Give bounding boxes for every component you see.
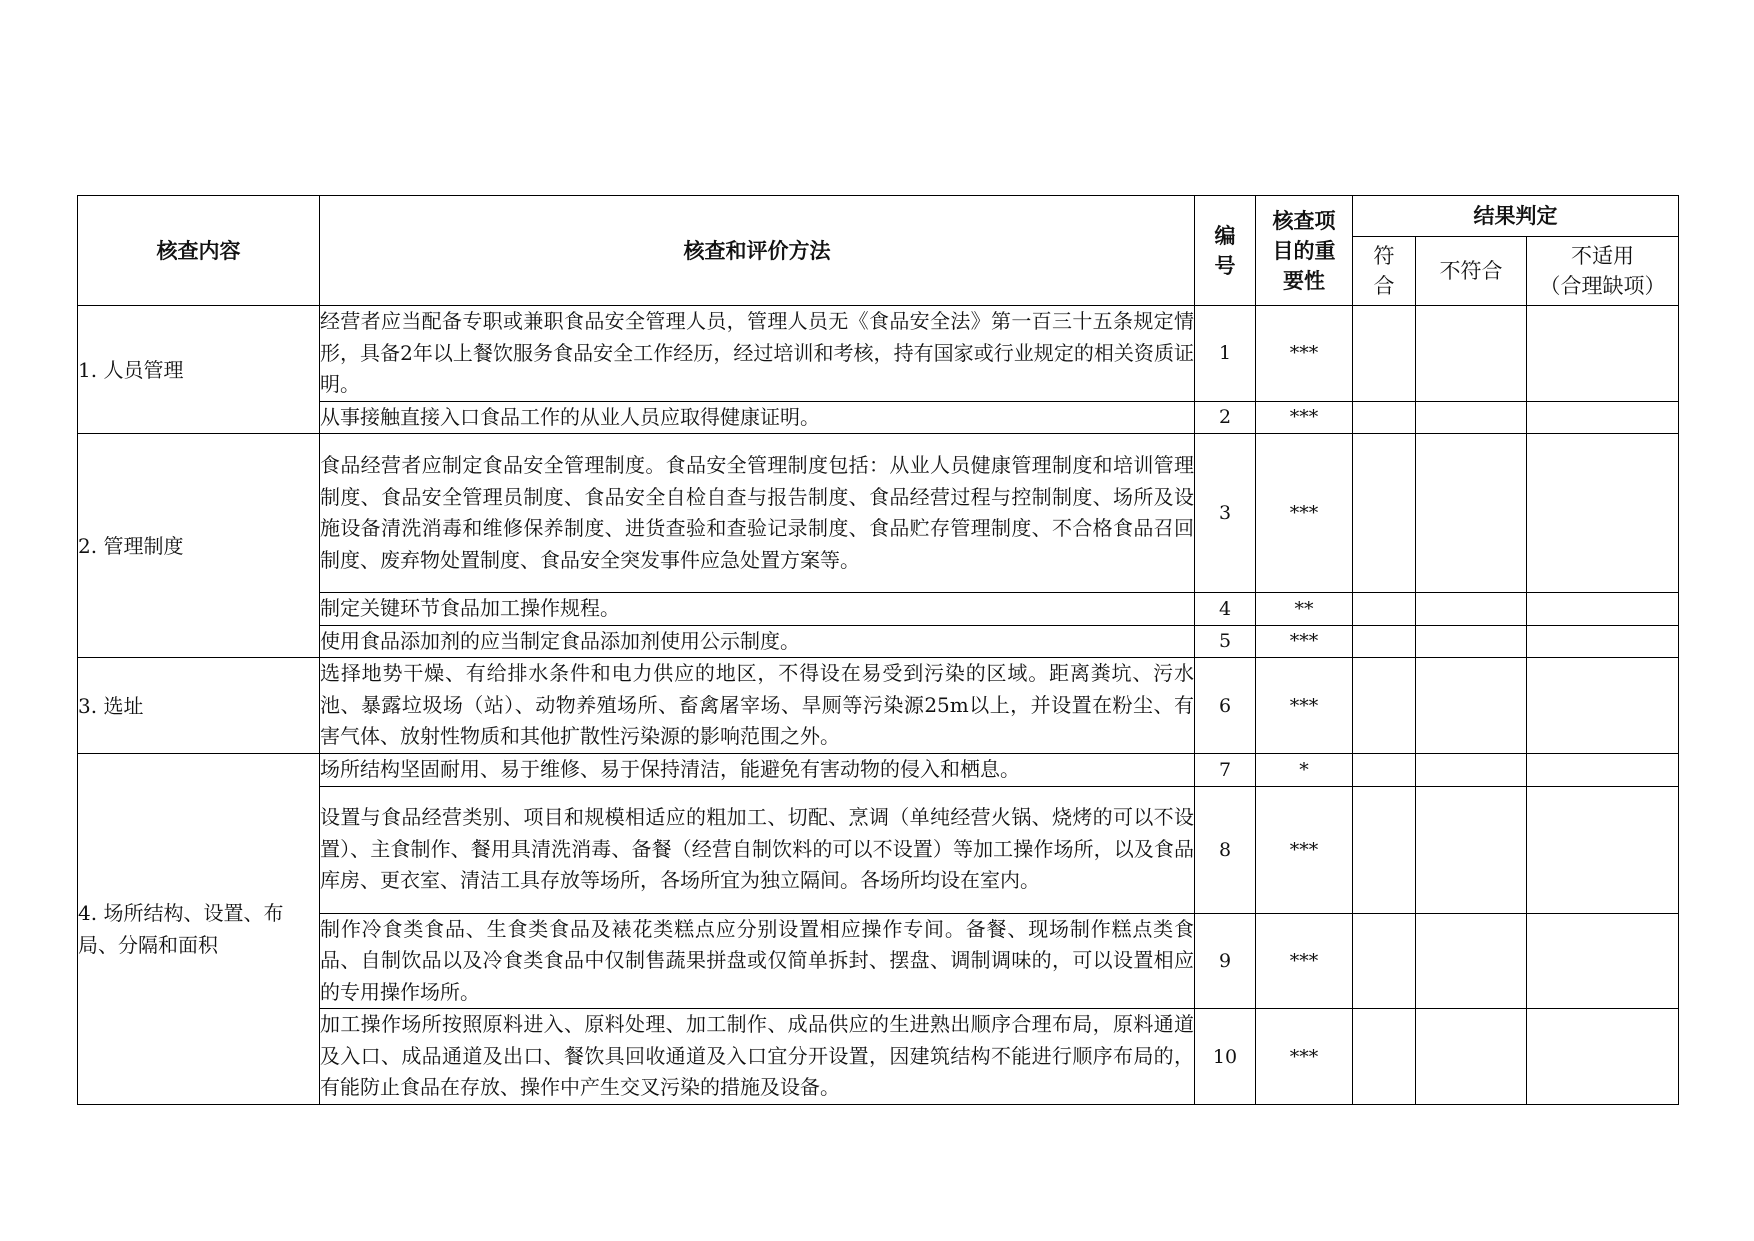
not-applicable-cell[interactable] [1527,754,1679,787]
number-cell: 9 [1195,913,1256,1009]
header-number: 编号 [1195,196,1256,306]
nonconform-cell[interactable] [1416,434,1527,593]
header-not-applicable-line1: 不适用 [1571,244,1634,268]
method-cell: 从事接触直接入口食品工作的从业人员应取得健康证明。 [320,401,1195,434]
not-applicable-cell[interactable] [1527,306,1679,402]
not-applicable-cell[interactable] [1527,913,1679,1009]
category-cell: 4. 场所结构、设置、布局、分隔和面积 [78,754,320,1105]
header-not-applicable-line2: （合理缺项） [1539,274,1666,298]
importance-cell: *** [1256,434,1353,593]
importance-cell: *** [1256,1009,1353,1105]
nonconform-cell[interactable] [1416,658,1527,754]
conform-cell[interactable] [1353,401,1416,434]
number-cell: 1 [1195,306,1256,402]
category-cell: 2. 管理制度 [78,434,320,658]
importance-cell: *** [1256,306,1353,402]
number-cell: 10 [1195,1009,1256,1105]
header-not-applicable [1527,237,1679,306]
nonconform-cell[interactable] [1416,306,1527,402]
table-row [78,658,1679,754]
method-cell: 使用食品添加剂的应当制定食品添加剂使用公示制度。 [320,625,1195,658]
not-applicable-cell[interactable] [1527,1009,1679,1105]
not-applicable-cell[interactable] [1527,593,1679,626]
importance-cell: *** [1256,625,1353,658]
not-applicable-cell[interactable] [1527,658,1679,754]
number-cell: 8 [1195,786,1256,913]
nonconform-cell[interactable] [1416,401,1527,434]
nonconform-cell[interactable] [1416,913,1527,1009]
method-cell: 设置与食品经营类别、项目和规模相适应的粗加工、切配、烹调（单纯经营火锅、烧烤的可以不设置）、主食制作、餐用具清洗消毒、备餐（经营自制饮料的可以不设置）等加工操作场所，以及食品库房、更衣室、清洁工具存放等场所，各场所宜为独立隔间。各场所均设在室内。 [320,786,1195,913]
conform-cell[interactable] [1353,434,1416,593]
not-applicable-cell[interactable] [1527,401,1679,434]
nonconform-cell[interactable] [1416,625,1527,658]
number-cell: 4 [1195,593,1256,626]
importance-cell: *** [1256,658,1353,754]
category-cell: 3. 选址 [78,658,320,754]
not-applicable-cell[interactable] [1527,786,1679,913]
importance-cell: *** [1256,913,1353,1009]
number-cell: 3 [1195,434,1256,593]
header-content: 核查内容 [78,196,320,306]
method-cell: 场所结构坚固耐用、易于维修、易于保持清洁，能避免有害动物的侵入和栖息。 [320,754,1195,787]
not-applicable-cell[interactable] [1527,625,1679,658]
inspection-checklist-table [77,195,1679,1105]
importance-cell: *** [1256,401,1353,434]
header-method: 核查和评价方法 [320,196,1195,306]
number-cell: 7 [1195,754,1256,787]
number-cell: 2 [1195,401,1256,434]
importance-cell: ** [1256,593,1353,626]
conform-cell[interactable] [1353,593,1416,626]
method-cell: 选择地势干燥、有给排水条件和电力供应的地区，不得设在易受到污染的区域。距离粪坑、污水池、暴露垃圾场（站）、动物养殖场所、畜禽屠宰场、旱厕等污染源25m以上，并设置在粉尘、有害气体、放射性物质和其他扩散性污染源的影响范围之外。 [320,658,1195,754]
importance-cell: * [1256,754,1353,787]
conform-cell[interactable] [1353,754,1416,787]
table-row [78,306,1679,402]
header-row-1 [78,196,1679,237]
nonconform-cell[interactable] [1416,754,1527,787]
conform-cell[interactable] [1353,913,1416,1009]
table-row [78,434,1679,593]
conform-cell[interactable] [1353,1009,1416,1105]
header-result: 结果判定 [1353,196,1679,237]
method-cell: 加工操作场所按照原料进入、原料处理、加工制作、成品供应的生进熟出顺序合理布局，原料通道及入口、成品通道及出口、餐饮具回收通道及入口宜分开设置，因建筑结构不能进行顺序布局的，有能防止食品在存放、操作中产生交叉污染的措施及设备。 [320,1009,1195,1105]
category-cell: 1. 人员管理 [78,306,320,434]
not-applicable-cell[interactable] [1527,434,1679,593]
method-cell: 制作冷食类食品、生食类食品及裱花类糕点应分别设置相应操作专间。备餐、现场制作糕点类食品、自制饮品以及冷食类食品中仅制售蔬果拼盘或仅简单拆封、摆盘、调制调味的，可以设置相应的专用操作场所。 [320,913,1195,1009]
importance-cell: *** [1256,786,1353,913]
method-cell: 食品经营者应制定食品安全管理制度。食品安全管理制度包括：从业人员健康管理制度和培训管理制度、食品安全管理员制度、食品安全自检自查与报告制度、食品经营过程与控制制度、场所及设施设备清洗消毒和维修保养制度、进货查验和查验记录制度、食品贮存管理制度、不合格食品召回制度、废弃物处置制度、食品安全突发事件应急处置方案等。 [320,434,1195,593]
header-conform: 符合 [1353,237,1416,306]
conform-cell[interactable] [1353,625,1416,658]
nonconform-cell[interactable] [1416,786,1527,913]
conform-cell[interactable] [1353,658,1416,754]
nonconform-cell[interactable] [1416,593,1527,626]
number-cell: 6 [1195,658,1256,754]
conform-cell[interactable] [1353,786,1416,913]
method-cell: 制定关键环节食品加工操作规程。 [320,593,1195,626]
nonconform-cell[interactable] [1416,1009,1527,1105]
header-nonconform: 不符合 [1416,237,1527,306]
number-cell: 5 [1195,625,1256,658]
conform-cell[interactable] [1353,306,1416,402]
table-row [78,754,1679,787]
method-cell: 经营者应当配备专职或兼职食品安全管理人员，管理人员无《食品安全法》第一百三十五条规定情形，具备2年以上餐饮服务食品安全工作经历，经过培训和考核，持有国家或行业规定的相关资质证明。 [320,306,1195,402]
header-importance: 核查项目的重要性 [1256,196,1353,306]
